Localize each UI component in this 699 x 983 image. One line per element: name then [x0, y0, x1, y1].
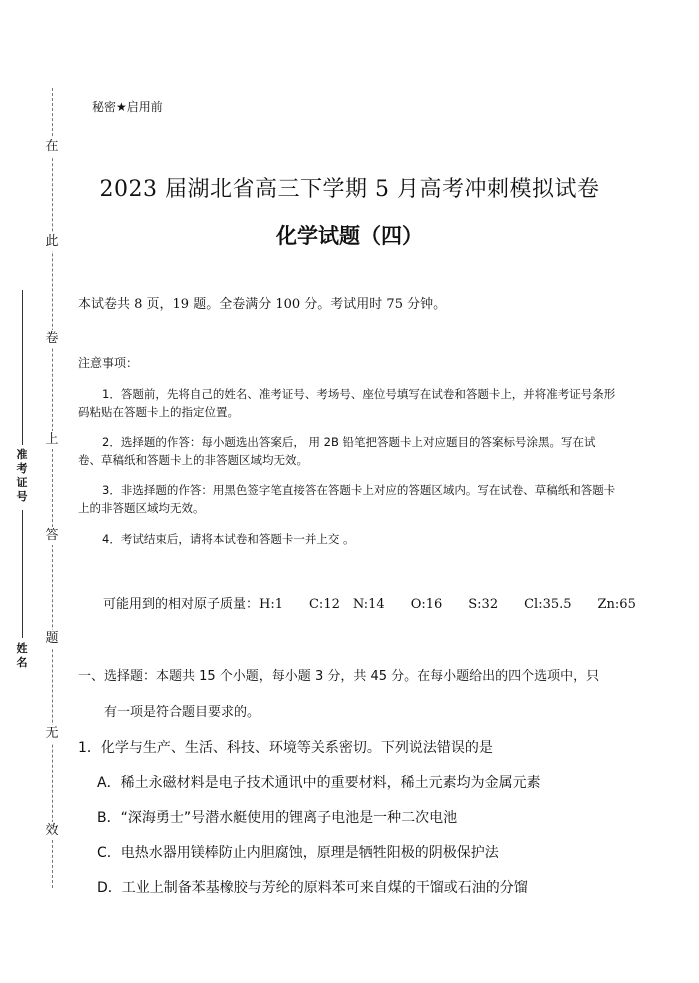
margin-char: 无 [42, 725, 62, 743]
margin-char: 在 [42, 138, 62, 156]
option-a: A．稀土永磁材料是电子技术通讯中的重要材料，稀土元素均为金属元素 [97, 775, 541, 791]
margin-char: 效 [42, 822, 62, 840]
binding-line [52, 88, 53, 888]
exam-intro: 本试卷共 8 页，19 题。全卷满分 100 分。考试用时 75 分钟。 [78, 297, 447, 312]
section-heading: 一、选择题：本题共 15 个小题，每小题 3 分，共 45 分。在每小题给出的四个选项中，只 [78, 669, 600, 684]
notice-item: 1．答题前，先将自己的姓名、准考证号、考场号、座位号填写在试卷和答题卡上，并将准考证号条形码粘贴在答题卡上的指定位置。 [78, 387, 616, 419]
notice-item: 3．非选择题的作答：用黑色签字笔直接答在答题卡上对应的答题区域内。写在试卷、草稿纸和答题卡上的非答题区域均无效。 [78, 483, 616, 515]
notice-item: 2．选择题的作答：每小题选出答案后， 用 2B 铅笔把答题卡上对应题目的答案标号涂黑。写在试卷、草稿纸和答题卡上的非答题区域均无效。 [78, 435, 596, 467]
atomic-masses: 可能用到的相对原子质量：H:1 C:12 N:14 O:16 S:32 Cl:35.5 Zn:65 [103, 597, 636, 612]
option-d: D．工业上制备苯基橡胶与芳纶的原料苯可来自煤的干馏或石油的分馏 [97, 880, 528, 896]
margin-char: 上 [42, 431, 62, 449]
confidential-mark: 秘密★启用前 [92, 100, 163, 114]
notice-heading: 注意事项： [78, 356, 139, 370]
notice-item: 4．考试结束后，请将本试卷和答题卡一并上交 。 [102, 532, 355, 546]
exam-number-fill-line [22, 290, 23, 445]
section-heading-cont: 有一项是符合题目要求的。 [104, 705, 261, 720]
margin-char: 卷 [42, 330, 62, 348]
exam-number-label: 准考证号 [14, 448, 30, 504]
margin-char: 题 [42, 630, 62, 648]
exam-title: 2023 届湖北省高三下学期 5 月高考冲刺模拟试卷 [99, 177, 600, 202]
name-fill-line [22, 510, 23, 638]
option-b: B．“深海勇士”号潜水艇使用的锂离子电池是一种二次电池 [97, 810, 458, 826]
margin-char: 答 [42, 527, 62, 545]
option-c: C．电热水器用镁棒防止内胆腐蚀，原理是牺牲阳极的阴极保护法 [97, 845, 499, 861]
question-stem: 1．化学与生产、生活、科技、环境等关系密切。下列说法错误的是 [78, 740, 493, 756]
margin-char: 此 [42, 233, 62, 251]
exam-subtitle: 化学试题（四） [276, 224, 423, 248]
name-label: 姓名 [14, 642, 30, 670]
